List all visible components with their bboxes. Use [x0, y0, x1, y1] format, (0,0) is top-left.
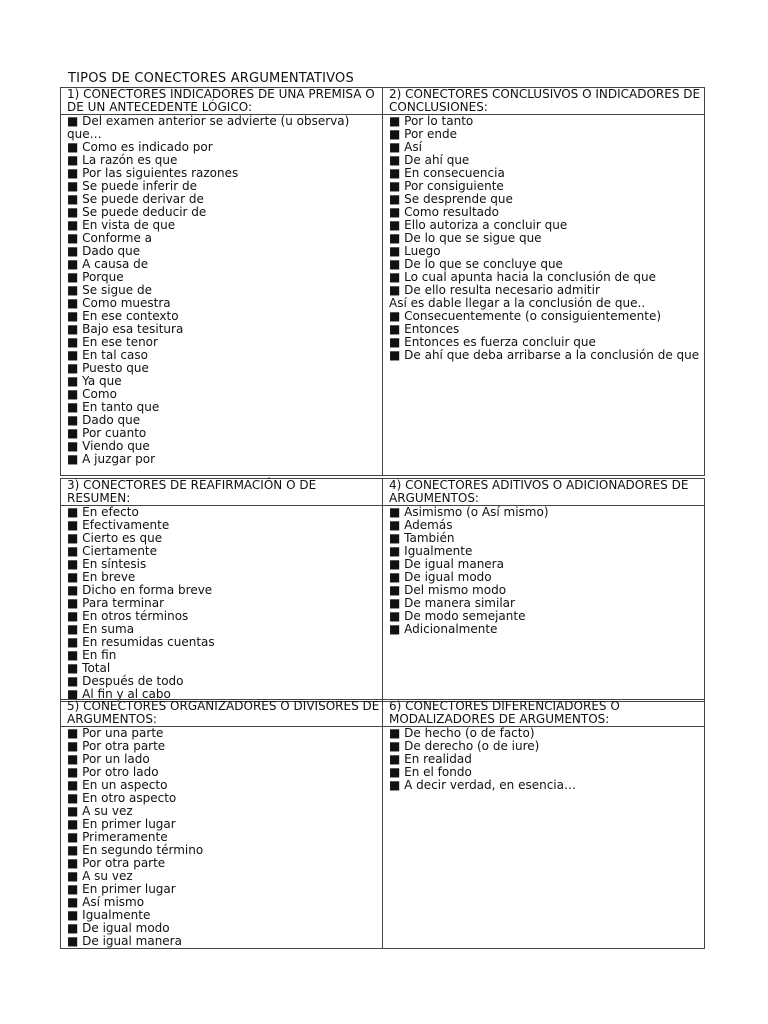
connector-item: ■ Igualmente [67, 908, 151, 922]
connector-item: ■ En vista de que [67, 218, 176, 232]
section-header-3: 3) CONECTORES DE REAFIRMACIÓN O DE RESUMEN: [61, 479, 383, 506]
section-header-1: 1) CONECTORES INDICADORES DE UNA PREMISA O DE UN ANTECEDENTE LÓGICO: [61, 88, 383, 115]
section-header-5: 5) CONECTORES ORGANIZADORES O DIVISORES DE ARGUMENTOS: [61, 700, 383, 727]
connector-item: ■ También [389, 531, 455, 545]
connector-item: ■ Al fin y al cabo [67, 687, 171, 701]
connector-item: ■ Por ende [389, 127, 458, 141]
connector-item: ■ Se puede deducir de [67, 205, 207, 219]
document-title: TIPOS DE CONECTORES ARGUMENTATIVOS [68, 71, 354, 86]
section-body-6 [383, 727, 705, 949]
connector-item: ■ En primer lugar [67, 882, 176, 896]
connector-item: ■ Se puede inferir de [67, 179, 197, 193]
connector-item: ■ En resumidas cuentas [67, 635, 215, 649]
connector-list [67, 115, 382, 466]
connector-item: ■ De igual modo [67, 921, 170, 935]
table-block-2 [60, 478, 705, 702]
connector-item: ■ Adicionalmente [389, 622, 498, 636]
connector-item: ■ Por las siguientes razones [67, 166, 239, 180]
connector-item: ■ Por otra parte [67, 856, 166, 870]
table-block-1 [60, 87, 705, 476]
connector-item: ■ Dicho en forma breve [67, 583, 213, 597]
section-header-4: 4) CONECTORES ADITIVOS O ADICIONADORES DE ARGUMENTOS: [383, 479, 705, 506]
connector-item: ■ Para terminar [67, 596, 165, 610]
connector-list [389, 727, 704, 792]
connector-item: ■ En primer lugar [67, 817, 176, 831]
connector-item: ■ En suma [67, 622, 135, 636]
connector-item: ■ Asimismo (o Así mismo) [389, 505, 549, 519]
connector-item: ■ Así mismo [67, 895, 145, 909]
connector-item: ■ Por otro lado [67, 765, 159, 779]
connector-item: ■ En ese tenor [67, 335, 158, 349]
connector-item: ■ En segundo término [67, 843, 204, 857]
connector-list [67, 727, 382, 948]
connector-item: ■ Dado que [67, 413, 141, 427]
connector-item: ■ Cierto es que [67, 531, 163, 545]
connector-item: ■ Se desprende que [389, 192, 513, 206]
connector-item: ■ Además [389, 518, 453, 532]
connector-item: ■ Porque [67, 270, 124, 284]
connector-item: ■ En tal caso [67, 348, 148, 362]
connector-item: ■ En otro aspecto [67, 791, 177, 805]
table-block-3 [60, 699, 705, 949]
section-body-1 [61, 115, 383, 476]
connector-item: ■ Por consiguiente [389, 179, 504, 193]
connector-item: ■ Por un lado [67, 752, 150, 766]
connector-item: ■ Ciertamente [67, 544, 158, 558]
connector-item: ■ Total [67, 661, 111, 675]
connector-item: ■ Después de todo [67, 674, 184, 688]
connector-item: ■ Viendo que [67, 439, 150, 453]
connector-item: ■ Del examen anterior se advierte (u observa) que… [67, 114, 350, 141]
connector-item: ■ De ello resulta necesario admitir [389, 283, 600, 297]
connector-item: ■ Por cuanto [67, 426, 147, 440]
connector-item: ■ Entonces [389, 322, 460, 336]
connector-item: ■ Así [389, 140, 422, 154]
connector-item: ■ Por lo tanto [389, 114, 474, 128]
connector-item: ■ Por una parte [67, 726, 164, 740]
connector-item: ■ En consecuencia [389, 166, 505, 180]
connector-item: ■ Como es indicado por [67, 140, 213, 154]
connector-item: Así es dable llegar a la conclusión de que.. [389, 296, 646, 310]
connector-item: ■ Como resultado [389, 205, 499, 219]
connector-item: ■ En otros términos [67, 609, 189, 623]
connector-item: ■ De igual manera [389, 557, 504, 571]
connector-item: ■ En síntesis [67, 557, 147, 571]
connector-item: ■ Consecuentemente (o consiguientemente) [389, 309, 662, 323]
section-body-2 [383, 115, 705, 476]
connector-item: ■ En breve [67, 570, 136, 584]
connector-item: ■ Puesto que [67, 361, 149, 375]
connector-item: ■ De igual manera [67, 934, 182, 948]
connector-item: ■ Primeramente [67, 830, 168, 844]
connector-item: ■ Bajo esa tesitura [67, 322, 184, 336]
connector-item: ■ De modo semejante [389, 609, 526, 623]
connector-item: ■ A causa de [67, 257, 149, 271]
connector-item: ■ A juzgar por [67, 452, 156, 466]
connector-item: ■ Ello autoriza a concluir que [389, 218, 568, 232]
connector-item: ■ En tanto que [67, 400, 160, 414]
connector-item: ■ En fin [67, 648, 117, 662]
connector-item: ■ Como muestra [67, 296, 171, 310]
connector-item: ■ Conforme a [67, 231, 153, 245]
connector-list [389, 506, 704, 636]
connector-item: ■ En efecto [67, 505, 139, 519]
section-body-3 [61, 506, 383, 702]
connector-item: ■ En realidad [389, 752, 472, 766]
section-body-4 [383, 506, 705, 702]
connector-item: ■ En un aspecto [67, 778, 168, 792]
connector-item: ■ De derecho (o de iure) [389, 739, 540, 753]
connector-item: ■ De lo que se sigue que [389, 231, 542, 245]
connector-item: ■ Del mismo modo [389, 583, 507, 597]
connector-item: ■ La razón es que [67, 153, 178, 167]
connector-item: ■ A decir verdad, en esencia… [389, 778, 576, 792]
connector-item: ■ De lo que se concluye que [389, 257, 563, 271]
connector-item: ■ En el fondo [389, 765, 472, 779]
section-body-5 [61, 727, 383, 949]
connector-item: ■ Se sigue de [67, 283, 152, 297]
connector-item: ■ A su vez [67, 804, 133, 818]
section-header-6: 6) CONECTORES DIFERENCIADORES O MODALIZADORES DE ARGUMENTOS: [383, 700, 705, 727]
connector-item: ■ Lo cual apunta hacia la conclusión de que [389, 270, 656, 284]
connector-item: ■ De ahí que [389, 153, 470, 167]
connector-item: ■ Entonces es fuerza concluir que [389, 335, 596, 349]
connector-item: ■ Luego [389, 244, 441, 258]
connector-item: ■ De hecho (o de facto) [389, 726, 535, 740]
connector-item: ■ De manera similar [389, 596, 515, 610]
connector-item: ■ Se puede derivar de [67, 192, 204, 206]
connector-list [67, 506, 382, 701]
connector-list [389, 115, 704, 362]
connector-item: ■ Como [67, 387, 117, 401]
connector-item: ■ De ahí que deba arribarse a la conclusión de que [389, 348, 700, 362]
connector-item: ■ En ese contexto [67, 309, 179, 323]
connector-item: ■ Dado que [67, 244, 141, 258]
connector-item: ■ Por otra parte [67, 739, 166, 753]
connector-item: ■ Igualmente [389, 544, 473, 558]
section-header-2: 2) CONECTORES CONCLUSIVOS O INDICADORES DE CONCLUSIONES: [383, 88, 705, 115]
connector-item: ■ Ya que [67, 374, 122, 388]
connector-item: ■ De igual modo [389, 570, 492, 584]
connector-item: ■ A su vez [67, 869, 133, 883]
connector-item: ■ Efectivamente [67, 518, 170, 532]
